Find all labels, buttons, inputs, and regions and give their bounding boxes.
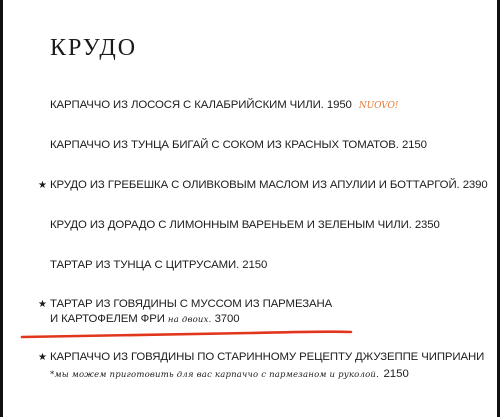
- menu-item-price: 2350: [414, 219, 440, 231]
- menu-item-name: КАРПАЧЧО ИЗ ТУНЦА БИГАЙ С СОКОМ ИЗ КРАСНЫХ ТОМАТОВ.: [50, 139, 399, 151]
- section-title: КРУДО: [50, 35, 138, 61]
- menu-item-name: ТАРТАР ИЗ ТУНЦА С ЦИТРУСАМИ.: [50, 259, 240, 271]
- menu-item-name-line2: И КАРТОФЕЛЕМ ФРИ: [50, 313, 165, 325]
- footnote: [50, 365, 480, 383]
- star-icon: ★: [38, 352, 47, 363]
- new-badge: NUOVO!: [358, 101, 399, 111]
- menu-item-cipriani-carpaccio: [38, 350, 485, 365]
- footnote-text: *мы можем приготовить для вас карпаччо с пармезаном и руколой.: [50, 370, 379, 380]
- menu-item-name: КАРПАЧЧО ИЗ ЛОСОСЯ С КАЛАБРИЙСКИМ ЧИЛИ.: [50, 99, 324, 111]
- menu-item-name-line1: ТАРТАР ИЗ ГОВЯДИНЫ С МУССОМ ИЗ ПАРМЕЗАНА: [50, 298, 333, 310]
- menu-item-price: 2390: [462, 179, 488, 191]
- menu-item-price: 1950: [326, 99, 352, 111]
- star-icon: ★: [38, 299, 47, 310]
- menu-item-price: 3700: [214, 313, 240, 325]
- menu-item-name: КРУДО ИЗ ДОРАДО С ЛИМОННЫМ ВАРЕНЬЕМ И ЗЕЛЕНЫМ ЧИЛИ.: [50, 219, 412, 231]
- serving-note: на двоих.: [167, 315, 212, 325]
- footnote-price: 2150: [383, 368, 409, 380]
- menu-item-price: 2150: [242, 259, 268, 271]
- menu-item-price: 2150: [401, 139, 427, 151]
- star-icon: ★: [38, 180, 47, 191]
- menu-item-name: КРУДО ИЗ ГРЕБЕШКА С ОЛИВКОВЫМ МАСЛОМ ИЗ АПУЛИИ И БОТТАРГОЙ.: [50, 179, 460, 191]
- menu-item-name: КАРПАЧЧО ИЗ ГОВЯДИНЫ ПО СТАРИННОМУ РЕЦЕПТУ ДЖУЗЕППЕ ЧИПРИАНИ: [50, 351, 485, 363]
